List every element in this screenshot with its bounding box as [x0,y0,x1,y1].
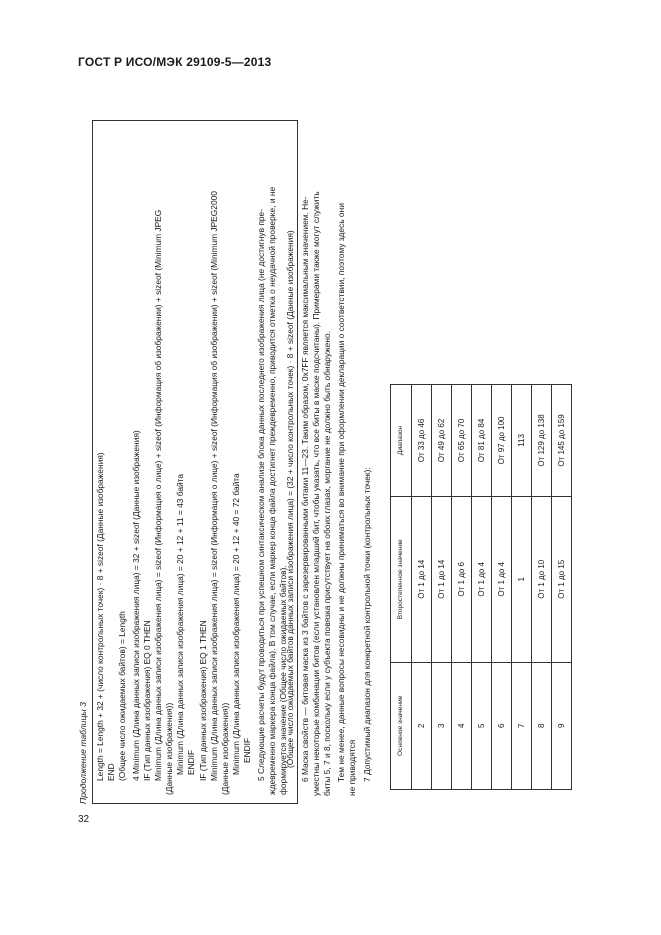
code-line: Minimum (Длина данных записи изображения лица) = 20 + 12 + 11 = 43 байта [175,473,185,775]
table-cell: От 33 до 46 [412,385,432,497]
paragraph-line: (Общее число ожидаемых байтов данных записи изображения лица) = (32 + число контрольных точек) · 8 + sizeof (Данные изображения) [285,230,295,768]
table-row [412,385,432,790]
table-header-row [391,385,412,790]
rotated-table-block [390,384,566,804]
code-line: (Данные изображения)) [164,702,174,795]
table-cell: От 1 до 14 [432,496,452,662]
paragraph-line: биты 5, 7 и 8, поскольку если у субъекта повязка присутствует на обоих глазах, моргание не должно быть обнаружено. [322,330,332,796]
table-cell: 6 [492,662,512,789]
table-cell: 5 [472,662,492,789]
table-cell: От 1 до 6 [452,496,472,662]
table-header-cell: Диапазон [391,385,412,497]
table-cell: 113 [512,385,532,497]
table-cell: От 97 до 100 [492,385,512,497]
table-cell: От 81 до 84 [472,385,492,497]
table-cell: От 1 до 4 [492,496,512,662]
code-line: (Данные изображения)) [220,702,230,795]
table-cell: 8 [532,662,552,789]
table-cell: От 145 до 159 [552,385,572,497]
code-line: Length = Length + 32 + (число контрольных точек) · 8 + sizeof (Данные изображения) [95,452,105,781]
paragraph-line: 5 Следующие расчеты будут проводиться при успешном синтаксическом анализе блока данных последнего изображения лица (не достигнув пре- [256,209,266,781]
paragraph-line: Тем не менее, данные вопросы несовидны и не должны приниматься во внимание при оформлении декларации о соответствии, поэтому здесь они [336,203,346,782]
code-line: Minimum (Длина данных записи изображения лица) = sizeof (Информация о лице) + sizeof (Информация об изображении) + sizeof (Minimum JPEG2000 [209,191,219,781]
code-line: IF (Тип данных изображения) EQ 1 THEN [198,620,208,781]
code-line: IF (Тип данных изображения) EQ 0 THEN [142,620,152,781]
paragraph-line: формируется значение (Общее число ожидаемых байтов). [278,565,288,795]
table-row [432,385,452,790]
table-cell: От 1 до 4 [472,496,492,662]
table-cell: От 49 до 62 [432,385,452,497]
code-line: ENDIF [186,749,196,775]
code-line: (Общее число ожидаемых байтов) = Length [117,611,127,781]
table-row [532,385,552,790]
table-cell: От 129 до 138 [532,385,552,497]
table-cell: 3 [432,662,452,789]
document-header: ГОСТ Р ИСО/МЭК 29109-5—2013 [78,55,272,69]
table-row [512,385,532,790]
paragraph-line: 7 Допустимый диапазон для конкретной контрольной точки (контрольных точек): [362,467,372,782]
table-header-cell: Основное значение [391,662,412,789]
code-line: Minimum (Длина данных записи изображения лица) = sizeof (Информация о лице) + sizeof (Информация об изображении) + sizeof (Minimum JPEG [153,209,163,781]
paragraph-line: не приводятся [347,739,357,796]
table-row [552,385,572,790]
rotated-page-lower [78,119,378,804]
paragraph-line: ждевременно маркера конца файла). В том случае, если маркер конца файла достигнет преждевременно, приводится отметка о неудачной проверке, и не [267,186,277,795]
paragraph-line: уместны некоторые комбинации битов (если установлен младший бит, чтобы указать, что все биты в маске подсчитаны). Примерами также могут служить [311,191,321,796]
code-line: 4 Minimum (Длина данных записи изображения лица) = 32 + sizeof (Данные изображения) [131,430,141,781]
paragraph-line: 6 Маска свойств — битовая маска из 3 байтов с зарезервированными битами 11—23. Таким образом, 0x7FF является максимальным значением. Не- [300,196,310,782]
code-line: ENDIF [242,737,252,763]
table-cell: От 1 до 15 [552,496,572,662]
table-cell: 9 [552,662,572,789]
table-cell: От 1 до 10 [532,496,552,662]
code-line: END [106,763,116,781]
table-cell: 7 [512,662,532,789]
table-cell: 4 [452,662,472,789]
table-caption: Продолжение таблицы 3 [78,702,88,804]
table-header-cell: Второстепенное значение [391,496,412,662]
table-cell: От 65 до 70 [452,385,472,497]
table-row [492,385,512,790]
table-cell: От 1 до 14 [412,496,432,662]
code-line: Minimum (Длина данных записи изображения лица) = 20 + 12 + 40 = 72 байта [231,473,241,775]
table-cell: 1 [512,496,532,662]
control-points-table [390,384,572,790]
table-row [472,385,492,790]
table-cell: 2 [412,662,432,789]
table-row [452,385,472,790]
page-number: 32 [78,814,90,825]
